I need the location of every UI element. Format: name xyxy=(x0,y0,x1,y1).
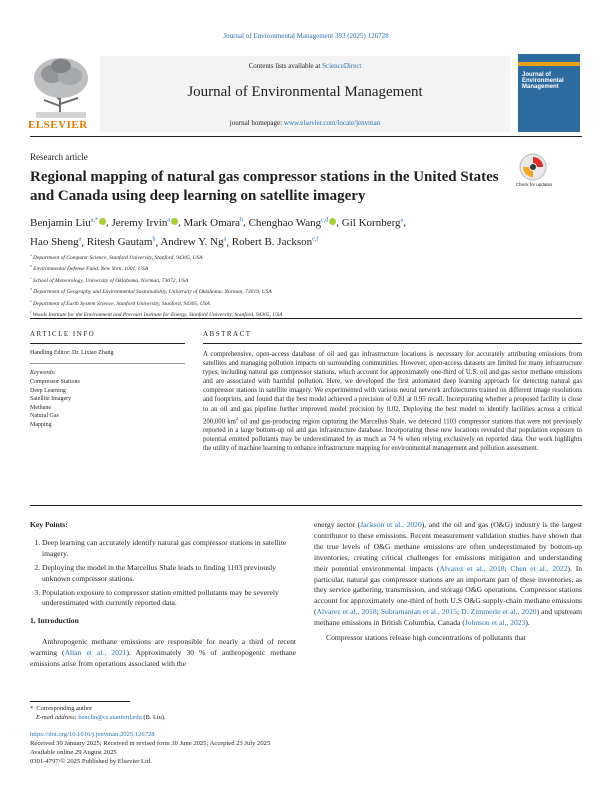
received-dates: Received 30 January 2025; Received in revised form 30 June 2025; Accepted 23 July 2025 xyxy=(30,740,271,748)
keyword-item: Methane xyxy=(30,404,51,411)
affiliation-text: Department of Earth System Science, Stanford University, Stanford, 94305, USA xyxy=(32,300,210,307)
check-for-updates-label: Check for updates xyxy=(515,182,553,187)
author-affiliation-marker[interactable]: e,f xyxy=(312,236,319,243)
footnote-rule xyxy=(30,701,130,702)
abstract-heading: ABSTRACT xyxy=(203,330,252,338)
cover-band xyxy=(518,62,580,66)
author-affiliation-marker[interactable]: a xyxy=(223,236,227,243)
article-info-rule xyxy=(30,343,185,344)
affiliation-text: Department of Computer Science, Stanford University, Stanford, 94305, USA xyxy=(32,254,203,261)
author[interactable] xyxy=(87,236,156,248)
abstract-rule xyxy=(203,343,582,344)
author-affiliation-marker[interactable]: a xyxy=(167,217,171,223)
orcid-icon[interactable] xyxy=(171,218,178,225)
journal-cover-image[interactable] xyxy=(518,54,580,132)
keywords-label: Keywords: xyxy=(30,370,56,376)
author-affiliation-marker[interactable]: a,* xyxy=(90,217,98,223)
keyword-item: Compressor Stations xyxy=(30,379,80,385)
author-name[interactable]: Jeremy Irvin xyxy=(111,216,168,229)
keyword-item: Deep Learning xyxy=(30,387,66,394)
author-affiliation-marker[interactable]: b xyxy=(152,236,156,243)
key-point-item: 3. Population exposure to compressor station emitted pollutants may be severely underestimated with currently reported data. xyxy=(42,588,296,610)
affiliation-marker: a xyxy=(30,253,32,257)
citation-link[interactable]: Chen et al., 2022 xyxy=(510,563,568,573)
affiliation-item xyxy=(30,251,283,262)
key-point-item: 2. Deploying the model in the Marcellus Shale leads to finding 1103 previously unknown compressor stations. xyxy=(42,563,296,585)
author-list xyxy=(30,212,570,251)
abstract-text: A comprehensive, open-access database of oil and gas infrastructure locations is necessary for accurately attributing emissions from satellites and managing pollution impacts on surrounding communities. However, open-access datasets are limited for many infrastructure types, including natural gas compressor stations, which account for approximately one-third of U.S. oil and gas sector methane emissions and are associated with harmful pollution. Here, we developed the first automated deep learning approach for detecting natural gas compressor stations in satellite imagery. We experimented with various neural network architectures trained on different image resolutions and footprints, and found that the best model achieved a precision of 0.81 at 0.95 recall. Incorporating whether a proposed facility is close to an oil and gas pipeline further improved model precision by 0.02. Deploying the best model to identify facilities across a critical 200,000 $km^2$ oil and gas-producing region capturing the Marcellus Shale, we detected 1103 compressor stations that were not previously reported in a large bottom-up oil and gas infrastructure database. Incorporating these new locations revealed that population exposure to potential emitted pollutants may be underestimated by as much as 74 % when relying exclusively on reported data. Our work highlights the utility of machine learning to enhance infrastructure mapping for environmental management and pollution assessment. xyxy=(203,351,582,453)
orcid-icon[interactable] xyxy=(99,218,106,225)
introduction-heading: 1. Introduction xyxy=(30,616,79,626)
author-name[interactable]: Hao Sheng xyxy=(30,236,79,249)
citation-link[interactable]: D. Zimmerle et al., 2020 xyxy=(461,607,537,617)
author[interactable] xyxy=(342,217,403,229)
key-points-heading: Key Points: xyxy=(30,520,68,529)
citation-link[interactable]: Johnson et al., 2023 xyxy=(464,618,526,628)
intro-paragraph-3: Compressor stations release high concentrations of pollutants that xyxy=(326,633,526,643)
article-info-heading: ARTICLE INFO xyxy=(30,330,96,338)
author-name[interactable]: Mark Omara xyxy=(183,216,241,229)
author-affiliation-marker[interactable]: c,d xyxy=(321,217,329,223)
author[interactable] xyxy=(232,236,319,248)
author-name[interactable]: Chenghao Wang xyxy=(248,216,322,229)
author-line-1: Benjamin Liu$^{a,*}$ , Jeremy Irvin$^a$ , Mark Omara$^b$, Chenghao Wang$^{c,d}$ , Gil Kornberg$^a$, xyxy=(30,216,406,229)
affiliation-marker: e xyxy=(30,298,32,303)
journal-title: Journal of Environmental Management xyxy=(187,84,423,100)
article-type: Research article xyxy=(30,152,88,162)
publication-footer xyxy=(30,730,270,766)
citation-link[interactable]: Jackson et al., 2020 xyxy=(360,520,422,529)
affiliation-item xyxy=(30,262,283,273)
author-affiliation-marker[interactable]: a xyxy=(78,236,82,243)
author-affiliation-marker[interactable]: a xyxy=(400,217,404,223)
keyword-item: Satellite Imagery xyxy=(30,396,72,403)
intro-paragraph-1: Anthropogenic methane emissions are responsible for nearly a third of recent warming (Allan et al., 2021). Approximately 30 % of anthropogenic methane emissions arise from operations associated with the xyxy=(30,637,297,669)
affiliation-item xyxy=(30,297,283,308)
copyright: 0301-4797/© 2025 Published by Elsevier Ltd. xyxy=(30,758,152,766)
affiliation-text: School of Meteorology, University of Oklahoma, Norman, 73072, USA xyxy=(32,277,189,284)
author[interactable] xyxy=(249,217,337,229)
body-right-column xyxy=(314,520,582,644)
handling-editor: Handling Editor: Dr. Lixiao Zhang xyxy=(30,350,114,356)
affiliation-text: Woods Institute for the Environment and Precourt Institute for Energy, Stanford University, Stanford, 94305, USA xyxy=(32,311,283,318)
affiliation-marker: f xyxy=(30,310,32,315)
elsevier-wordmark: ELSEVIER xyxy=(28,119,88,131)
intro-paragraph-2: energy sector (Jackson et al., 2020), and the oil and gas (O&G) industry is the largest contributor to these emissions. Recent measurement validation studies have shown that the true levels of O&G methane emissions are often underestimated by bottom-up inventories, creating critical challenges for emissions mitigation and understanding their potential environmental impacts (Alvarez et al., 2018; Chen et al., 2022). In particular, natural gas compressor stations are an important part of these inventories, as they service gathering, transmission, and storage O&G operations. Compressor stations account for approximately one-third of both U.S O&G supply-chain methane emissions (Alvarez et al., 2018; Subramanian et al., 2015; D. Zimmerle et al., 2020) and upstream methane emissions in British Columbia, Canada (Johnson et al., 2023). xyxy=(314,520,583,628)
affiliation-item xyxy=(30,274,283,285)
keyword-item: Natural Gas xyxy=(30,413,59,420)
doi-link[interactable]: https://doi.org/10.1016/j.jenvman.2025.126728 xyxy=(30,731,155,738)
author-name[interactable]: Andrew Y. Ng xyxy=(160,236,224,249)
affiliation-marker: c xyxy=(30,275,32,280)
contents-line: Contents lists available at ScienceDirect xyxy=(248,62,362,70)
author-name[interactable]: Gil Kornberg xyxy=(341,216,401,229)
corresponding-footnote: * Corresponding author E-mail address: benclin@cs.stanford.edu (B. Liu). xyxy=(30,705,166,721)
author-name[interactable]: Ritesh Gautam xyxy=(86,236,153,249)
author[interactable] xyxy=(30,217,106,229)
author[interactable] xyxy=(111,217,178,229)
homepage-link[interactable]: www.elsevier.com/locate/jenvman xyxy=(283,119,381,127)
citation-link[interactable]: Alvarez et al., 2018 xyxy=(316,607,377,617)
section-rule xyxy=(30,318,582,319)
citation-link[interactable]: Alvarez et al., 2018 xyxy=(439,563,505,573)
citation-link[interactable]: Allan et al., 2021 xyxy=(64,648,127,658)
journal-reference[interactable]: Journal of Environmental Management 393 (2025) 126728 xyxy=(223,32,389,40)
citation-link[interactable]: Subramanian et al., 2015 xyxy=(380,607,457,617)
author[interactable] xyxy=(160,236,226,248)
body-left-column xyxy=(30,520,296,670)
available-online: Available online 29 August 2025 xyxy=(30,749,117,757)
author-name[interactable]: Robert B. Jackson xyxy=(231,236,313,249)
key-points-list xyxy=(30,538,296,609)
affiliation-text: Environmental Defense Fund, New York, 1001, USA xyxy=(33,266,149,273)
orcid-icon[interactable] xyxy=(329,218,336,225)
homepage-line: journal homepage: www.elsevier.com/locate/jenvman xyxy=(229,119,381,127)
sciencedirect-link[interactable]: ScienceDirect xyxy=(322,62,362,70)
keyword-item: Mapping xyxy=(30,421,52,428)
affiliations xyxy=(30,251,283,320)
affiliation-marker: d xyxy=(30,287,32,292)
affiliation-item xyxy=(30,285,283,296)
affiliation-text: Department of Geography and Environmental Sustainability, University of Oklahoma, Norman, 73019, USA xyxy=(33,289,272,296)
author-name[interactable]: Benjamin Liu xyxy=(30,216,91,229)
key-point-item: 1. Deep learning can accurately identify natural gas compressor stations in satellite imagery. xyxy=(42,538,296,560)
header-rule xyxy=(30,136,582,137)
affiliation-marker: b xyxy=(30,264,32,269)
author[interactable] xyxy=(30,236,81,248)
author[interactable] xyxy=(184,217,244,229)
email-link[interactable]: benclin@cs.stanford.edu xyxy=(78,714,142,721)
article-title: Regional mapping of natural gas compressor stations in the United States and Canada using deep learning on satellite imagery xyxy=(30,169,499,204)
check-for-updates-icon[interactable] xyxy=(518,152,548,182)
author-affiliation-marker[interactable]: b xyxy=(240,217,244,223)
keywords-list xyxy=(30,378,80,430)
cover-title: Journal of Environmental Management xyxy=(522,72,564,90)
handling-rule xyxy=(30,363,185,364)
elsevier-tree-logo xyxy=(30,54,92,124)
author-line-2: Hao Sheng$^a$, Ritesh Gautam$^b$, Andrew Y. Ng$^a$, Robert B. Jackson$^{e,f}$ xyxy=(30,236,319,249)
body-rule xyxy=(30,505,582,506)
